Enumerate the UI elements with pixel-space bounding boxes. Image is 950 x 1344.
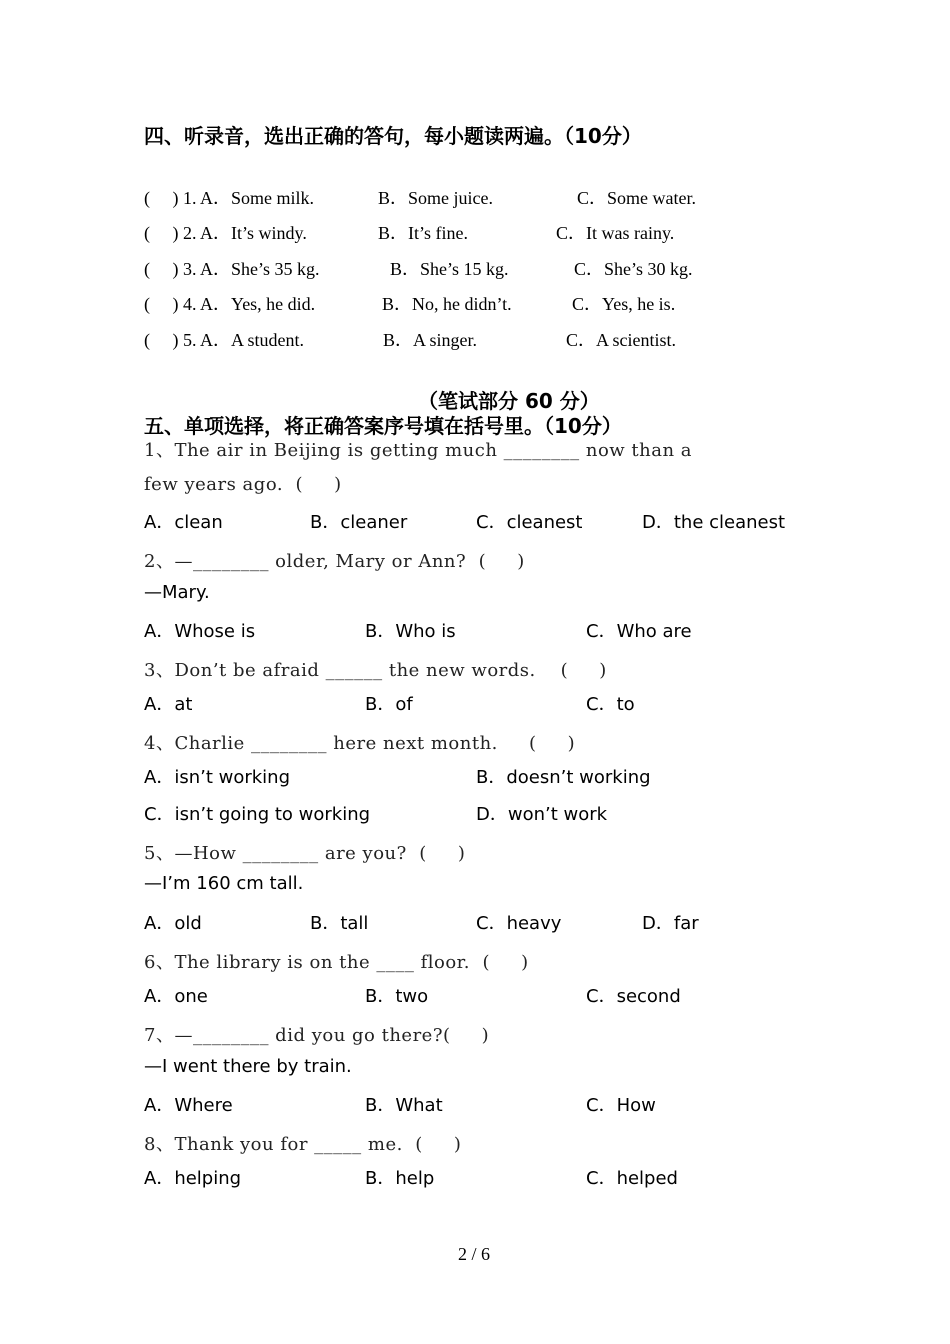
listening-item-2-b: B．It’s fine.: [378, 223, 468, 243]
listening-item-3-b: B．She’s 15 kg.: [390, 259, 509, 279]
listening-item-2-a: ( ) 2. A．It’s windy.: [144, 223, 307, 243]
q5-stem: 5、—How ________ are you? ( ): [144, 843, 466, 864]
q4-option-d: D．won’t work: [476, 804, 608, 825]
page-number: 2 / 6: [458, 1244, 491, 1264]
section-4-title: 四、听录音，选出正确的答句，每小题读两遍。（10分）: [144, 124, 642, 148]
listening-item-4-b: B．No, he didn’t.: [382, 294, 512, 314]
q6-option-c: C．second: [586, 986, 681, 1007]
q5-option-b: B．tall: [310, 913, 369, 934]
q2-option-a: A．Whose is: [144, 621, 256, 642]
q1-option-b: B．cleaner: [310, 512, 408, 533]
q8-option-a: A．helping: [144, 1168, 242, 1189]
q3-option-c: C．to: [586, 694, 635, 715]
q7-option-b: B．What: [365, 1095, 443, 1116]
q4-option-a: A．isn’t working: [144, 767, 290, 788]
q3-option-b: B．of: [365, 694, 413, 715]
listening-item-1-a: ( ) 1. A．Some milk.: [144, 188, 314, 208]
q8-option-b: B．help: [365, 1168, 435, 1189]
listening-item-5-c: C．A scientist.: [566, 330, 677, 350]
q7-option-c: C．How: [586, 1095, 656, 1116]
q1-option-c: C．cleanest: [476, 512, 583, 533]
q8-stem: 8、Thank you for _____ me. ( ): [144, 1134, 462, 1155]
listening-item-2-c: C．It was rainy.: [556, 223, 675, 243]
listening-item-3-c: C．She’s 30 kg.: [574, 259, 693, 279]
listening-item-4-a: ( ) 4. A．Yes, he did.: [144, 294, 316, 314]
q1-stem-line1: 1、The air in Beijing is getting much ________ now than a: [144, 440, 693, 461]
q2-stem: 2、—________ older, Mary or Ann? ( ): [144, 551, 525, 572]
written-part-heading: （笔试部分 60 分）: [418, 389, 600, 413]
q2-option-b: B．Who is: [365, 621, 456, 642]
q7-stem: 7、—________ did you go there?( ): [144, 1025, 490, 1046]
q7-reply: —I went there by train.: [144, 1056, 352, 1077]
q8-option-c: C．helped: [586, 1168, 678, 1189]
listening-item-5-b: B．A singer.: [383, 330, 478, 350]
q3-stem: 3、Don’t be afraid ______ the new words. ( ): [144, 660, 607, 681]
q5-reply: —I’m 160 cm tall.: [144, 873, 304, 894]
q3-option-a: A．at: [144, 694, 193, 715]
q2-reply: —Mary.: [144, 582, 210, 603]
q5-option-a: A．old: [144, 913, 202, 934]
q4-stem: 4、Charlie ________ here next month. ( ): [144, 733, 576, 754]
q1-option-a: A．clean: [144, 512, 223, 533]
q1-option-d: D．the cleanest: [642, 512, 786, 533]
section-5-title: 五、单项选择，将正确答案序号填在括号里。（10分）: [144, 414, 622, 438]
q5-option-d: D．far: [642, 913, 699, 934]
q5-option-c: C．heavy: [476, 913, 562, 934]
q7-option-a: A．Where: [144, 1095, 233, 1116]
q6-stem: 6、The library is on the ____ floor. ( ): [144, 952, 529, 973]
listening-item-1-c: C．Some water.: [577, 188, 696, 208]
listening-item-1-b: B．Some juice.: [378, 188, 493, 208]
q6-option-b: B．two: [365, 986, 429, 1007]
listening-item-3-a: ( ) 3. A．She’s 35 kg.: [144, 259, 320, 279]
q4-option-b: B．doesn’t working: [476, 767, 651, 788]
q1-stem-line2: few years ago. ( ): [144, 474, 342, 495]
q6-option-a: A．one: [144, 986, 208, 1007]
q4-option-c: C．isn’t going to working: [144, 804, 371, 825]
listening-item-5-a: ( ) 5. A．A student.: [144, 330, 304, 350]
q2-option-c: C．Who are: [586, 621, 692, 642]
listening-item-4-c: C．Yes, he is.: [572, 294, 676, 314]
